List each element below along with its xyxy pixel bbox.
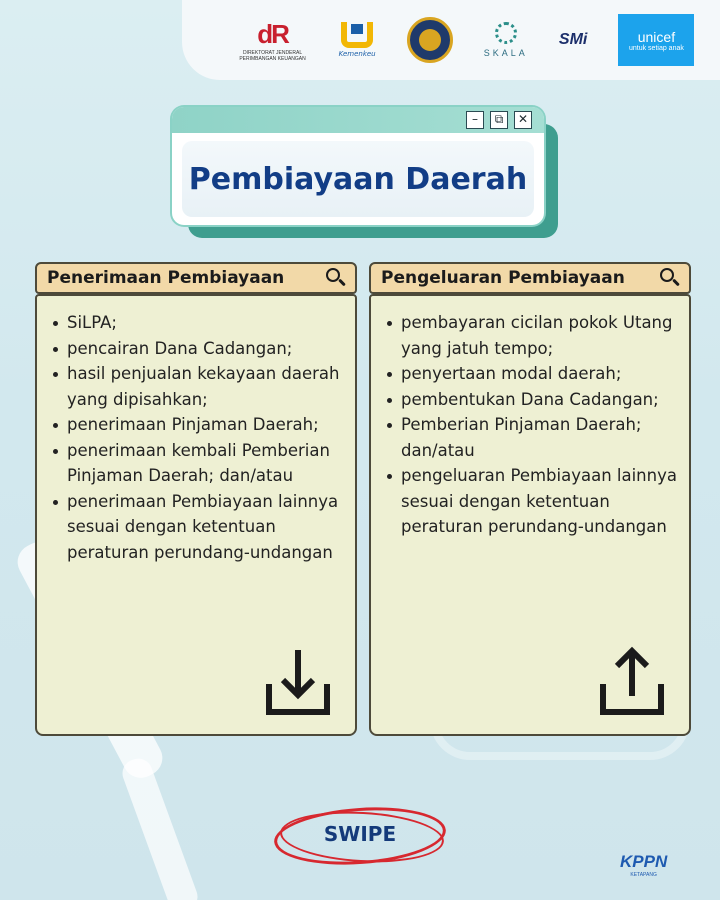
expenditures-card-title: Pengeluaran Pembiayaan	[381, 268, 625, 288]
title-window-body	[182, 141, 534, 217]
receipts-list	[49, 310, 343, 565]
kemenkeu-logo	[339, 22, 376, 58]
kemenkeu-logo-caption: Kemenkeu	[338, 50, 376, 58]
receipts-card-header	[35, 262, 357, 294]
list-item: Pemberian Pinjaman Daerah; dan/atau	[383, 412, 677, 463]
list-item: penerimaan Pembiayaan lainnya sesuai dengan ketentuan peraturan perundang-undangan	[49, 489, 343, 566]
list-item: pencairan Dana Cadangan;	[49, 336, 343, 362]
skala-logo	[484, 22, 528, 58]
smi-logo	[559, 31, 587, 49]
skala-logo-text: SKALA	[483, 48, 528, 58]
list-item: hasil penjualan kekayaan daerah yang dipisahkan;	[49, 361, 343, 412]
unicef-logo	[618, 14, 694, 66]
search-icon[interactable]	[659, 267, 681, 289]
swipe-button[interactable]: SWIPE	[323, 822, 397, 846]
kppn-logo	[620, 852, 667, 878]
expenditures-card-header	[369, 262, 691, 294]
djpk-logo-mark: dR	[257, 18, 288, 49]
receipts-card-body	[35, 294, 357, 736]
title-window-bar	[172, 107, 544, 133]
page-title: Pembiayaan Daerah	[188, 161, 528, 197]
list-item: pembayaran cicilan pokok Utang yang jatuh tempo;	[383, 310, 677, 361]
ministry-seal-logo	[407, 17, 453, 63]
djpk-logo	[238, 19, 308, 62]
upload-share-icon[interactable]	[599, 644, 665, 716]
list-item: penerimaan kembali Pemberian Pinjaman Daerah; dan/atau	[49, 438, 343, 489]
minimize-button[interactable]: –	[466, 111, 484, 129]
close-button[interactable]: ✕	[514, 111, 532, 129]
receipts-card-title: Penerimaan Pembiayaan	[47, 268, 285, 288]
unicef-logo-name: unicef	[637, 28, 676, 45]
list-item: penyertaan modal daerah;	[383, 361, 677, 387]
search-icon[interactable]	[325, 267, 347, 289]
ministry-seal-icon	[407, 17, 453, 63]
kppn-logo-sub: KETAPANG	[630, 872, 657, 878]
restore-button[interactable]: ⧉	[490, 111, 508, 129]
unicef-logo-tagline: untuk setiap anak	[628, 44, 684, 52]
kemenkeu-emblem-icon	[341, 22, 373, 48]
partner-logo-bar	[182, 0, 720, 80]
skala-ring-icon	[495, 22, 517, 44]
list-item: penerimaan Pinjaman Daerah;	[49, 412, 343, 438]
title-window	[172, 107, 544, 225]
download-icon[interactable]	[265, 644, 331, 716]
list-item: pembentukan Dana Cadangan;	[383, 387, 677, 413]
djpk-logo-caption: DIREKTORAT JENDERAL PERIMBANGAN KEUANGAN	[239, 49, 306, 62]
expenditures-list	[383, 310, 677, 540]
list-item: pengeluaran Pembiayaan lainnya sesuai dengan ketentuan peraturan perundang-undangan	[383, 463, 677, 540]
expenditures-card-body	[369, 294, 691, 736]
background-brush-stroke	[119, 755, 202, 900]
kppn-logo-text: KPPN	[620, 852, 668, 871]
smi-logo-text: SMi	[558, 31, 588, 48]
list-item: SiLPA;	[49, 310, 343, 336]
